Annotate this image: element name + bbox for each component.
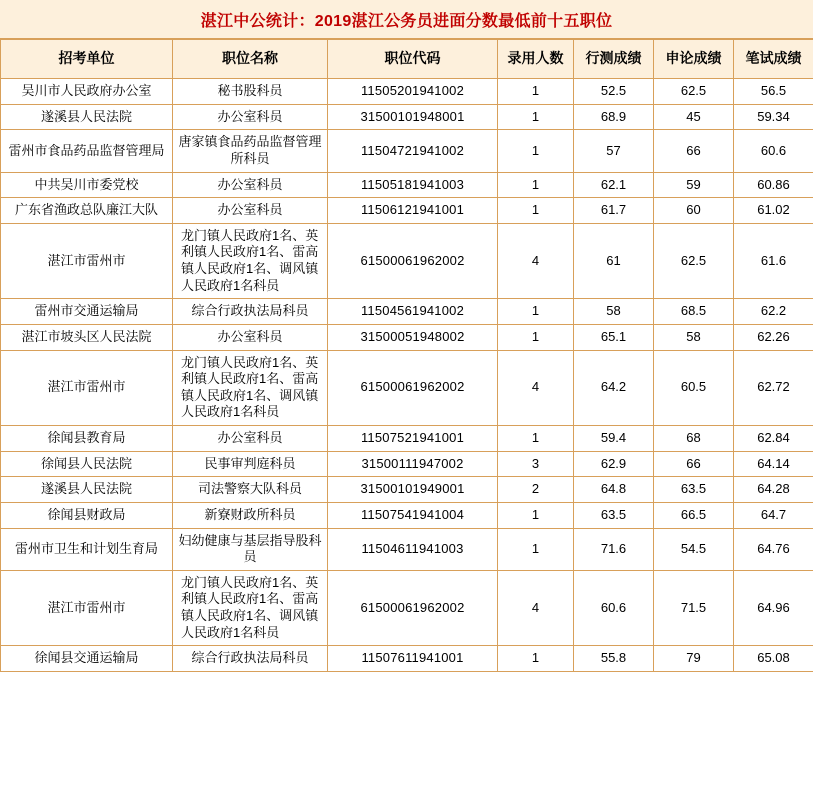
cell-xingce-score: 55.8 — [574, 646, 654, 672]
cell-code: 31500101948001 — [328, 104, 498, 130]
cell-unit: 徐闻县交通运输局 — [1, 646, 173, 672]
cell-unit: 徐闻县财政局 — [1, 502, 173, 528]
cell-code: 31500051948002 — [328, 324, 498, 350]
cell-hire-count: 1 — [498, 172, 574, 198]
cell-code: 11504611941003 — [328, 528, 498, 570]
cell-xingce-score: 64.8 — [574, 477, 654, 503]
table-row — [1, 79, 813, 105]
cell-post: 综合行政执法局科员 — [173, 299, 328, 325]
cell-code: 11507541941004 — [328, 502, 498, 528]
cell-hire-count: 4 — [498, 223, 574, 299]
cell-written-score: 64.96 — [734, 570, 813, 646]
cell-xingce-score: 62.1 — [574, 172, 654, 198]
cell-hire-count: 1 — [498, 646, 574, 672]
cell-written-score: 62.84 — [734, 426, 813, 452]
cell-post: 新寮财政所科员 — [173, 502, 328, 528]
table-row — [1, 198, 813, 224]
cell-written-score: 60.86 — [734, 172, 813, 198]
cell-written-score: 64.28 — [734, 477, 813, 503]
cell-xingce-score: 60.6 — [574, 570, 654, 646]
cell-unit: 遂溪县人民法院 — [1, 104, 173, 130]
table-row — [1, 570, 813, 646]
cell-post: 办公室科员 — [173, 172, 328, 198]
cell-code: 11504561941002 — [328, 299, 498, 325]
table-row — [1, 451, 813, 477]
cell-written-score: 65.08 — [734, 646, 813, 672]
cell-xingce-score: 62.9 — [574, 451, 654, 477]
cell-code: 11507611941001 — [328, 646, 498, 672]
cell-xingce-score: 65.1 — [574, 324, 654, 350]
table-row — [1, 104, 813, 130]
cell-shenlun-score: 62.5 — [654, 79, 734, 105]
table-row — [1, 502, 813, 528]
document-title-bar — [0, 0, 813, 39]
cell-xingce-score: 52.5 — [574, 79, 654, 105]
cell-post: 办公室科员 — [173, 198, 328, 224]
cell-code: 11505181941003 — [328, 172, 498, 198]
cell-shenlun-score: 79 — [654, 646, 734, 672]
cell-hire-count: 1 — [498, 502, 574, 528]
cell-post: 秘书股科员 — [173, 79, 328, 105]
column-header-shenlun-score: 申论成绩 — [654, 40, 734, 79]
table-row — [1, 426, 813, 452]
cell-written-score: 64.7 — [734, 502, 813, 528]
cell-hire-count: 4 — [498, 350, 574, 426]
positions-table — [0, 39, 813, 672]
cell-xingce-score: 64.2 — [574, 350, 654, 426]
cell-written-score: 64.14 — [734, 451, 813, 477]
cell-shenlun-score: 66 — [654, 451, 734, 477]
cell-unit: 雷州市卫生和计划生育局 — [1, 528, 173, 570]
cell-unit: 徐闻县人民法院 — [1, 451, 173, 477]
cell-written-score: 61.02 — [734, 198, 813, 224]
table-row — [1, 223, 813, 299]
cell-unit: 中共吴川市委党校 — [1, 172, 173, 198]
cell-unit: 湛江市雷州市 — [1, 570, 173, 646]
cell-post: 龙门镇人民政府1名、英利镇人民政府1名、雷高镇人民政府1名、调风镇人民政府1名科员 — [173, 350, 328, 426]
cell-shenlun-score: 62.5 — [654, 223, 734, 299]
cell-shenlun-score: 71.5 — [654, 570, 734, 646]
cell-written-score: 62.72 — [734, 350, 813, 426]
cell-hire-count: 1 — [498, 528, 574, 570]
cell-code: 31500101949001 — [328, 477, 498, 503]
cell-shenlun-score: 60.5 — [654, 350, 734, 426]
cell-code: 31500111947002 — [328, 451, 498, 477]
cell-post: 民事审判庭科员 — [173, 451, 328, 477]
cell-post: 办公室科员 — [173, 426, 328, 452]
cell-hire-count: 1 — [498, 79, 574, 105]
cell-xingce-score: 63.5 — [574, 502, 654, 528]
cell-xingce-score: 59.4 — [574, 426, 654, 452]
cell-shenlun-score: 68.5 — [654, 299, 734, 325]
cell-written-score: 59.34 — [734, 104, 813, 130]
cell-shenlun-score: 66.5 — [654, 502, 734, 528]
cell-hire-count: 2 — [498, 477, 574, 503]
cell-shenlun-score: 66 — [654, 130, 734, 172]
cell-hire-count: 1 — [498, 426, 574, 452]
cell-unit: 湛江市雷州市 — [1, 223, 173, 299]
cell-unit: 广东省渔政总队廉江大队 — [1, 198, 173, 224]
cell-shenlun-score: 54.5 — [654, 528, 734, 570]
cell-post: 龙门镇人民政府1名、英利镇人民政府1名、雷高镇人民政府1名、调风镇人民政府1名科员 — [173, 223, 328, 299]
cell-hire-count: 1 — [498, 299, 574, 325]
cell-written-score: 56.5 — [734, 79, 813, 105]
table-row — [1, 172, 813, 198]
table-row — [1, 299, 813, 325]
table-body — [1, 79, 813, 672]
table-header — [1, 40, 813, 79]
column-header-hire-count: 录用人数 — [498, 40, 574, 79]
cell-xingce-score: 61 — [574, 223, 654, 299]
column-header-xingce-score: 行测成绩 — [574, 40, 654, 79]
cell-shenlun-score: 45 — [654, 104, 734, 130]
cell-unit: 雷州市交通运输局 — [1, 299, 173, 325]
cell-post: 办公室科员 — [173, 324, 328, 350]
table-row — [1, 350, 813, 426]
cell-hire-count: 3 — [498, 451, 574, 477]
column-header-unit: 招考单位 — [1, 40, 173, 79]
column-header-post: 职位名称 — [173, 40, 328, 79]
cell-unit: 遂溪县人民法院 — [1, 477, 173, 503]
table-header-row — [1, 40, 813, 79]
cell-written-score: 62.2 — [734, 299, 813, 325]
cell-hire-count: 4 — [498, 570, 574, 646]
cell-unit: 湛江市坡头区人民法院 — [1, 324, 173, 350]
cell-code: 61500061962002 — [328, 350, 498, 426]
cell-shenlun-score: 59 — [654, 172, 734, 198]
cell-post: 办公室科员 — [173, 104, 328, 130]
cell-code: 11507521941001 — [328, 426, 498, 452]
cell-code: 11504721941002 — [328, 130, 498, 172]
cell-shenlun-score: 60 — [654, 198, 734, 224]
cell-code: 11506121941001 — [328, 198, 498, 224]
cell-unit: 雷州市食品药品监督管理局 — [1, 130, 173, 172]
table-row — [1, 130, 813, 172]
cell-post: 综合行政执法局科员 — [173, 646, 328, 672]
cell-code: 61500061962002 — [328, 223, 498, 299]
cell-shenlun-score: 68 — [654, 426, 734, 452]
cell-shenlun-score: 58 — [654, 324, 734, 350]
cell-written-score: 62.26 — [734, 324, 813, 350]
cell-hire-count: 1 — [498, 198, 574, 224]
cell-xingce-score: 57 — [574, 130, 654, 172]
cell-code: 11505201941002 — [328, 79, 498, 105]
cell-xingce-score: 58 — [574, 299, 654, 325]
cell-hire-count: 1 — [498, 104, 574, 130]
cell-shenlun-score: 63.5 — [654, 477, 734, 503]
page-title: 湛江中公统计：2019湛江公务员进面分数最低前十五职位 — [200, 12, 613, 30]
cell-hire-count: 1 — [498, 130, 574, 172]
cell-xingce-score: 61.7 — [574, 198, 654, 224]
cell-hire-count: 1 — [498, 324, 574, 350]
cell-xingce-score: 71.6 — [574, 528, 654, 570]
cell-xingce-score: 68.9 — [574, 104, 654, 130]
cell-post: 龙门镇人民政府1名、英利镇人民政府1名、雷高镇人民政府1名、调风镇人民政府1名科员 — [173, 570, 328, 646]
table-row — [1, 477, 813, 503]
cell-code: 61500061962002 — [328, 570, 498, 646]
cell-post: 司法警察大队科员 — [173, 477, 328, 503]
cell-written-score: 61.6 — [734, 223, 813, 299]
cell-unit: 湛江市雷州市 — [1, 350, 173, 426]
table-row — [1, 324, 813, 350]
column-header-code: 职位代码 — [328, 40, 498, 79]
cell-written-score: 60.6 — [734, 130, 813, 172]
cell-written-score: 64.76 — [734, 528, 813, 570]
cell-unit: 徐闻县教育局 — [1, 426, 173, 452]
cell-post: 妇幼健康与基层指导股科员 — [173, 528, 328, 570]
table-row — [1, 646, 813, 672]
cell-unit: 吴川市人民政府办公室 — [1, 79, 173, 105]
table-row — [1, 528, 813, 570]
column-header-written-score: 笔试成绩 — [734, 40, 813, 79]
cell-post: 唐家镇食品药品监督管理所科员 — [173, 130, 328, 172]
